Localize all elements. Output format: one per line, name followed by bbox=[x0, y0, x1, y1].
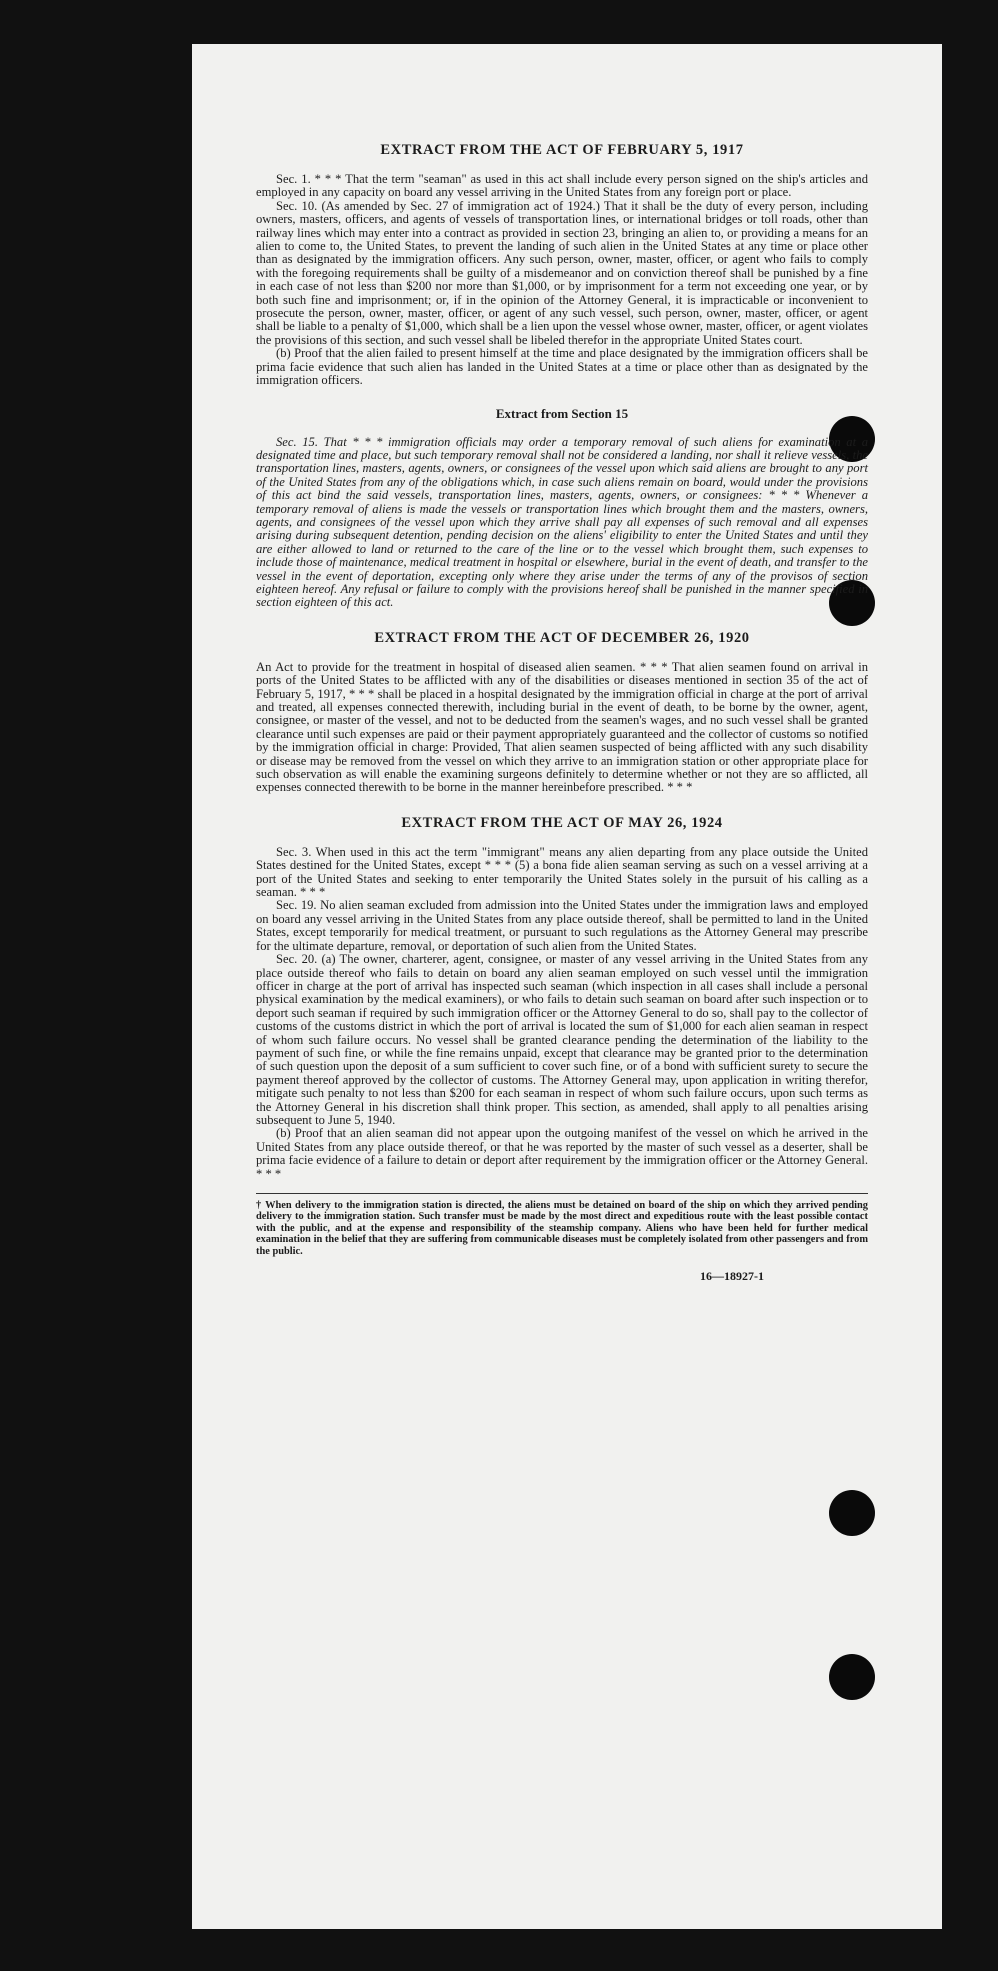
act-1917-sec-10-b: (b) Proof that the alien failed to present himself at the time and place designated by the immigration officers shall be prima facie evidence that such alien has landed in the United States at a time or place other than as designated by the immigration officers. bbox=[256, 346, 868, 388]
act-1920-paragraph: An Act to provide for the treatment in hospital of diseased alien seamen. * * * That alien seamen found on arrival in ports of the United States to be afflicted with any of the disabilities or diseases mentioned in section 35 of the act of February 5, 1917, * * * shall be placed in a hospital designated by the immigration official in charge at the port of arrival and treated, all expenses connected therewith, including burial in the event of death, to be borne by the owner, agent, consignee, or master of the vessel, and not to be deducted from the seamen's wages, and no such vessel shall be granted clearance until such expenses are paid or their payment appropriately guaranteed and the collector of customs so notified by the immigration official in charge: Provided, That alien seamen suspected of being afflicted with any such disability or disease may be removed from the vessel on which they arrive to an immigration station or other appropriate place for such observation as will enable the examining surgeons definitely to determine whether or not they are so afflicted, all expenses connected therewith to be borne in the manner hereinbefore prescribed. * * * bbox=[256, 659, 868, 795]
act-1917-section bbox=[256, 142, 868, 388]
section-15-paragraph: Sec. 15. That * * * immigration officials may order a temporary removal of such aliens for examination at a designated time and place, but such temporary removal shall not be considered a landing, nor shall it relieve vessels, the transportation lines, masters, agents, owners, or consignees of the vessel upon which said aliens are brought to any port of the United States from any of the obligations which, in case such aliens remain on board, would under the provisions of this act bind the said vessels, transportation lines, masters, agents, owners, or consignees: * * * Whenever a temporary removal of aliens is made the vessels or transportation lines which brought them and the masters, owners, agents, and consignees of the vessel upon which they arrive shall pay all expenses of such removal and all expenses arising during subsequent detention, pending decision on the aliens' eligibility to enter the United States and until they are either allowed to land or returned to the care of the line or to the vessel which brought them, such expenses to include those of maintenance, medical treatment in hospital or elsewhere, burial in the event of death, and transfer to the vessel in the event of deportation, excepting only where they arise under the terms of any of the provisos of section eighteen hereof. Any refusal or failure to comply with the provisions hereof shall be punished in the manner specified in section eighteen of this act. bbox=[256, 434, 868, 610]
act-1924-sec-19: Sec. 19. No alien seaman excluded from admission into the United States under the immigration laws and employed on board any vessel arriving in the United States from any place outside thereof, shall be permitted to land in the United States, except temporarily for medical treatment, or pursuant to such regulations as the Attorney General may prescribe for the ultimate departure, removal, or deportation of such alien from the United States. bbox=[256, 898, 868, 953]
act-1924-heading: EXTRACT FROM THE ACT OF MAY 26, 1924 bbox=[401, 814, 723, 831]
footnote-divider bbox=[256, 1193, 868, 1194]
act-1924-sec-3: Sec. 3. When used in this act the term "immigrant" means any alien departing from any place outside the United States destined for the United States, except * * * (5) a bona fide alien seaman serving as such on a vessel arriving at a port of the United States and seeking to enter temporarily the United States solely in the pursuit of his calling as a seaman. * * * bbox=[256, 844, 868, 900]
punch-hole bbox=[829, 1490, 875, 1536]
document-page bbox=[192, 44, 942, 1929]
act-1924-section bbox=[256, 815, 868, 1181]
act-1920-heading: EXTRACT FROM THE ACT OF DECEMBER 26, 1920 bbox=[374, 629, 750, 646]
section-15-extract bbox=[256, 406, 868, 610]
section-15-heading: Extract from Section 15 bbox=[495, 405, 629, 421]
act-1917-sec-1: Sec. 1. * * * That the term "seaman" as used in this act shall include every person signed on the ship's articles and employed in any capacity on board any vessel arriving in the United States from any foreign port or place. bbox=[256, 172, 868, 200]
act-1920-section bbox=[256, 630, 868, 795]
form-number: 16—18927-1 bbox=[700, 1269, 764, 1284]
footnote: † When delivery to the immigration station is directed, the aliens must be detained on board of the ship on which they arrived pending delivery to the immigration station. Such transfer must be made by the most direct and expeditious route with the least possible contact with the public, and at the expense and responsibility of the steamship company. Aliens who have been held for further medical examination in the belief that they are suffering from communicable diseases must be completely isolated from other passengers and from the public. bbox=[256, 1200, 868, 1257]
act-1917-sec-10: Sec. 10. (As amended by Sec. 27 of immigration act of 1924.) That it shall be the duty of every person, including owners, masters, officers, and agents of vessels of transportation lines, or international bridges or toll roads, other than railway lines which may enter into a contract as provided in section 23, bringing an alien to, or providing a means for an alien to come to, the United States, to prevent the landing of such alien in the United States at any time or place other than as designated by the immigration officers. Any such person, owner, master, officer, or agent who fails to comply with the foregoing requirements shall be guilty of a misdemeanor and on conviction thereof shall be punished by a fine in each case of not less than $200 nor more than $1,000, or by imprisonment for a term not exceeding one year, or by both such fine and imprisonment; or, if in the opinion of the Attorney General, it is impracticable or inconvenient to prosecute the person, owner, master, officer, or agent of any such vessel, such person, owner, master, officer, or agent shall be liable to a penalty of $1,000, which shall be a lien upon the vessel whose owner, master, officer, or agent violates the provisions of this section, and such vessel shall be libeled therefor in the appropriate United States court. bbox=[256, 198, 868, 347]
document-body bbox=[256, 142, 868, 1284]
punch-hole bbox=[829, 1654, 875, 1700]
act-1924-sec-20-b: (b) Proof that an alien seaman did not appear upon the outgoing manifest of the vessel on which he arrived in the United States from any place outside thereof, or that he was reported by the master of such vessel as a deserter, shall be prima facie evidence of a failure to detain or deport after requirement by the immigration officer or the Attorney General. * * * bbox=[256, 1126, 868, 1181]
act-1917-heading: EXTRACT FROM THE ACT OF FEBRUARY 5, 1917 bbox=[380, 142, 744, 158]
act-1924-sec-20-a: Sec. 20. (a) The owner, charterer, agent, consignee, or master of any vessel arriving in the United States from any place outside thereof who fails to detain on board any alien seaman employed on such vessel until the immigration officer in charge at the port of arrival has inspected such seaman (which inspection in all cases shall include a personal physical examination by the medical examiners), or who fails to detain such seaman on board after such inspection or to deport such seaman if required by such immigration officer or the Attorney General to do so, shall pay to the collector of customs of the customs district in which the port of arrival is located the sum of $1,000 for each alien seaman in respect of whom such failure occurs. No vessel shall be granted clearance pending the determination of the liability to the payment of such fine, or while the fine remains unpaid, except that clearance may be granted prior to the determination of such question upon the deposit of a sum sufficient to cover such fine, or of a bond with sufficient surety to secure the payment thereof approved by the collector of customs. The Attorney General may, upon application in writing therefor, mitigate such penalty to not less than $200 for each seaman in respect of whom such failure occurs, upon such terms as the Attorney General in his discretion shall think proper. This section, as amended, shall apply to all penalties arising subsequent to June 5, 1940. bbox=[256, 952, 868, 1127]
